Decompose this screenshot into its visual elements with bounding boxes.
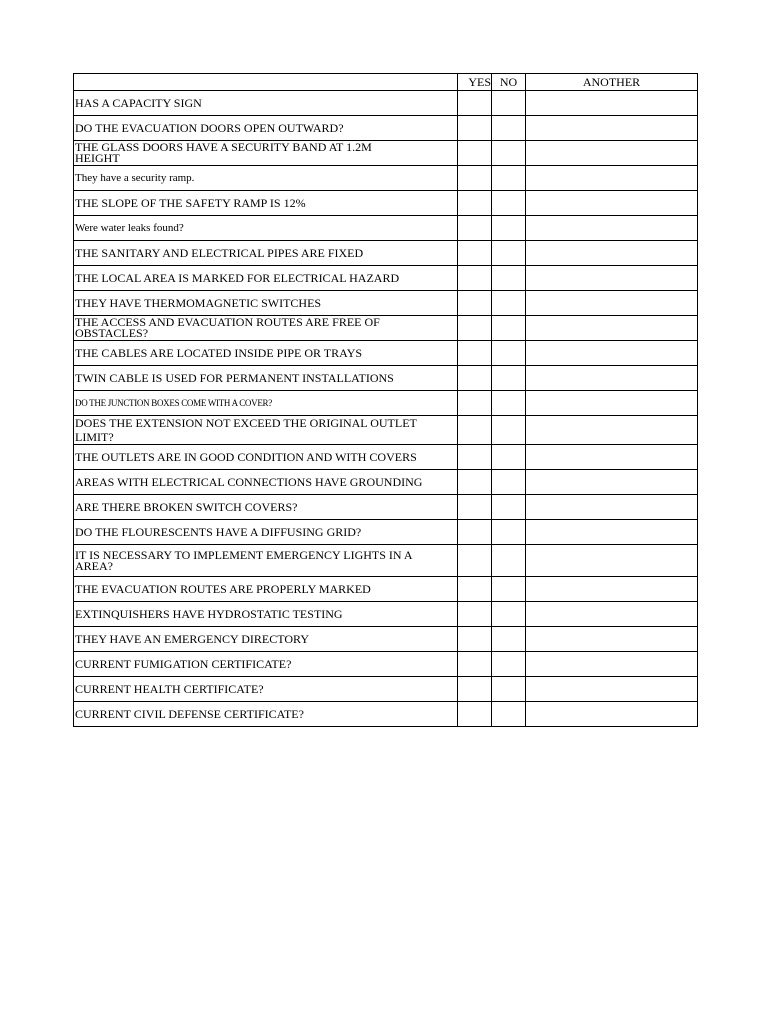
no-cell[interactable]	[492, 266, 526, 291]
question-cell	[74, 341, 458, 366]
table-row	[74, 602, 698, 627]
no-cell[interactable]	[492, 391, 526, 416]
table-row	[74, 341, 698, 366]
table-row	[74, 445, 698, 470]
yes-cell[interactable]	[458, 520, 492, 545]
another-cell[interactable]	[526, 241, 698, 266]
question-text: THE EVACUATION ROUTES ARE PROPERLY MARKED	[75, 582, 371, 596]
no-cell[interactable]	[492, 577, 526, 602]
another-cell[interactable]	[526, 266, 698, 291]
table-row	[74, 627, 698, 652]
question-cell	[74, 602, 458, 627]
question-text: HAS A CAPACITY SIGN	[75, 96, 202, 110]
question-cell	[74, 627, 458, 652]
yes-cell[interactable]	[458, 416, 492, 445]
table-row	[74, 91, 698, 116]
question-text: TWIN CABLE IS USED FOR PERMANENT INSTALLATIONS	[75, 371, 394, 385]
yes-cell[interactable]	[458, 577, 492, 602]
question-text: They have a security ramp.	[75, 172, 195, 184]
table-row	[74, 141, 698, 166]
no-cell[interactable]	[492, 291, 526, 316]
question-text: THE OUTLETS ARE IN GOOD CONDITION AND WITH COVERS	[75, 450, 417, 464]
another-cell[interactable]	[526, 191, 698, 216]
question-cell	[74, 416, 458, 445]
question-cell	[74, 141, 458, 166]
another-cell[interactable]	[526, 216, 698, 241]
no-cell[interactable]	[492, 216, 526, 241]
question-text: DO THE EVACUATION DOORS OPEN OUTWARD?	[75, 121, 344, 135]
yes-cell[interactable]	[458, 266, 492, 291]
no-cell[interactable]	[492, 602, 526, 627]
question-text: THE SLOPE OF THE SAFETY RAMP IS 12%	[75, 196, 306, 210]
table-row	[74, 191, 698, 216]
table-row	[74, 316, 698, 341]
no-cell[interactable]	[492, 141, 526, 166]
question-cell	[74, 166, 458, 191]
question-text: IT IS NECESSARY TO IMPLEMENT EMERGENCY LIGHTS IN A AREA?	[75, 547, 413, 573]
table-row	[74, 116, 698, 141]
another-cell[interactable]	[526, 291, 698, 316]
question-cell	[74, 316, 458, 341]
question-cell	[74, 520, 458, 545]
table-row	[74, 266, 698, 291]
another-cell[interactable]	[526, 602, 698, 627]
question-text: THE SANITARY AND ELECTRICAL PIPES ARE FIXED	[75, 246, 364, 260]
another-cell[interactable]	[526, 416, 698, 445]
no-cell[interactable]	[492, 416, 526, 445]
question-cell	[74, 91, 458, 116]
no-cell[interactable]	[492, 520, 526, 545]
yes-cell[interactable]	[458, 391, 492, 416]
no-cell[interactable]	[492, 445, 526, 470]
yes-cell[interactable]	[458, 366, 492, 391]
yes-cell[interactable]	[458, 702, 492, 727]
question-text: DO THE FLOURESCENTS HAVE A DIFFUSING GRID?	[75, 525, 362, 539]
another-cell[interactable]	[526, 495, 698, 520]
another-cell[interactable]	[526, 445, 698, 470]
no-cell[interactable]	[492, 545, 526, 577]
table-row	[74, 702, 698, 727]
no-cell[interactable]	[492, 341, 526, 366]
another-cell[interactable]	[526, 366, 698, 391]
no-cell[interactable]	[492, 366, 526, 391]
another-cell[interactable]	[526, 141, 698, 166]
question-cell	[74, 702, 458, 727]
another-cell[interactable]	[526, 166, 698, 191]
table-row	[74, 652, 698, 677]
question-cell	[74, 116, 458, 141]
no-cell[interactable]	[492, 677, 526, 702]
question-text: CURRENT HEALTH CERTIFICATE?	[75, 682, 264, 696]
table-row	[74, 495, 698, 520]
question-text: EXTINQUISHERS HAVE HYDROSTATIC TESTING	[75, 607, 343, 621]
yes-cell[interactable]	[458, 241, 492, 266]
yes-cell[interactable]	[458, 191, 492, 216]
no-cell[interactable]	[492, 495, 526, 520]
question-cell	[74, 652, 458, 677]
question-text: DO THE JUNCTION BOXES COME WITH A COVER?	[75, 398, 272, 408]
question-cell	[74, 241, 458, 266]
table-row	[74, 416, 698, 445]
question-cell	[74, 391, 458, 416]
yes-cell[interactable]	[458, 602, 492, 627]
question-cell	[74, 291, 458, 316]
no-cell[interactable]	[492, 470, 526, 495]
table-row	[74, 216, 698, 241]
another-cell[interactable]	[526, 116, 698, 141]
question-text: THEY HAVE AN EMERGENCY DIRECTORY	[75, 632, 310, 646]
another-cell[interactable]	[526, 677, 698, 702]
no-cell[interactable]	[492, 241, 526, 266]
table-row	[74, 166, 698, 191]
table-row	[74, 366, 698, 391]
question-text: THEY HAVE THERMOMAGNETIC SWITCHES	[75, 296, 322, 310]
yes-cell[interactable]	[458, 216, 492, 241]
no-cell[interactable]	[492, 702, 526, 727]
another-cell[interactable]	[526, 316, 698, 341]
question-text: DOES THE EXTENSION NOT EXCEED THE ORIGINAL OUTLET LIMIT?	[75, 416, 417, 444]
header-no: NO	[492, 74, 526, 91]
header-question	[74, 74, 458, 91]
question-text: ARE THERE BROKEN SWITCH COVERS?	[75, 500, 298, 514]
question-text: THE CABLES ARE LOCATED INSIDE PIPE OR TRAYS	[75, 346, 363, 360]
table-row	[74, 391, 698, 416]
no-cell[interactable]	[492, 116, 526, 141]
another-cell[interactable]	[526, 470, 698, 495]
question-cell	[74, 545, 458, 577]
table-row	[74, 470, 698, 495]
yes-cell[interactable]	[458, 291, 492, 316]
question-cell	[74, 577, 458, 602]
yes-cell[interactable]	[458, 495, 492, 520]
no-cell[interactable]	[492, 91, 526, 116]
another-cell[interactable]	[526, 391, 698, 416]
another-cell[interactable]	[526, 341, 698, 366]
question-cell	[74, 677, 458, 702]
question-cell	[74, 445, 458, 470]
table-row	[74, 291, 698, 316]
yes-cell[interactable]	[458, 116, 492, 141]
another-cell[interactable]	[526, 652, 698, 677]
table-row	[74, 677, 698, 702]
header-row	[74, 74, 698, 91]
question-text: THE ACCESS AND EVACUATION ROUTES ARE FREE OF OBSTACLES?	[75, 315, 380, 340]
another-cell[interactable]	[526, 702, 698, 727]
yes-cell[interactable]	[458, 141, 492, 166]
another-cell[interactable]	[526, 545, 698, 577]
another-cell[interactable]	[526, 627, 698, 652]
yes-cell[interactable]	[458, 627, 492, 652]
question-text: THE LOCAL AREA IS MARKED FOR ELECTRICAL HAZARD	[75, 271, 400, 285]
no-cell[interactable]	[492, 166, 526, 191]
question-cell	[74, 266, 458, 291]
table-row	[74, 545, 698, 577]
table-row	[74, 577, 698, 602]
safety-checklist-table	[73, 73, 698, 727]
question-cell	[74, 366, 458, 391]
no-cell[interactable]	[492, 627, 526, 652]
yes-cell[interactable]	[458, 677, 492, 702]
yes-cell[interactable]	[458, 652, 492, 677]
question-cell	[74, 495, 458, 520]
table-row	[74, 241, 698, 266]
header-yes: YES	[458, 74, 492, 91]
question-text: CURRENT FUMIGATION CERTIFICATE?	[75, 657, 292, 671]
question-cell	[74, 216, 458, 241]
yes-cell[interactable]	[458, 316, 492, 341]
yes-cell[interactable]	[458, 341, 492, 366]
another-cell[interactable]	[526, 577, 698, 602]
yes-cell[interactable]	[458, 91, 492, 116]
table-row	[74, 520, 698, 545]
header-another: ANOTHER	[526, 74, 698, 91]
no-cell[interactable]	[492, 652, 526, 677]
yes-cell[interactable]	[458, 545, 492, 577]
question-text: THE GLASS DOORS HAVE A SECURITY BAND AT 1.2M HEIGHT	[75, 140, 372, 165]
no-cell[interactable]	[492, 316, 526, 341]
question-text: Were water leaks found?	[75, 222, 184, 234]
yes-cell[interactable]	[458, 445, 492, 470]
yes-cell[interactable]	[458, 166, 492, 191]
another-cell[interactable]	[526, 91, 698, 116]
no-cell[interactable]	[492, 191, 526, 216]
yes-cell[interactable]	[458, 470, 492, 495]
question-text: AREAS WITH ELECTRICAL CONNECTIONS HAVE GROUNDING	[75, 475, 423, 489]
question-cell	[74, 470, 458, 495]
another-cell[interactable]	[526, 520, 698, 545]
question-cell	[74, 191, 458, 216]
question-text: CURRENT CIVIL DEFENSE CERTIFICATE?	[75, 707, 304, 721]
